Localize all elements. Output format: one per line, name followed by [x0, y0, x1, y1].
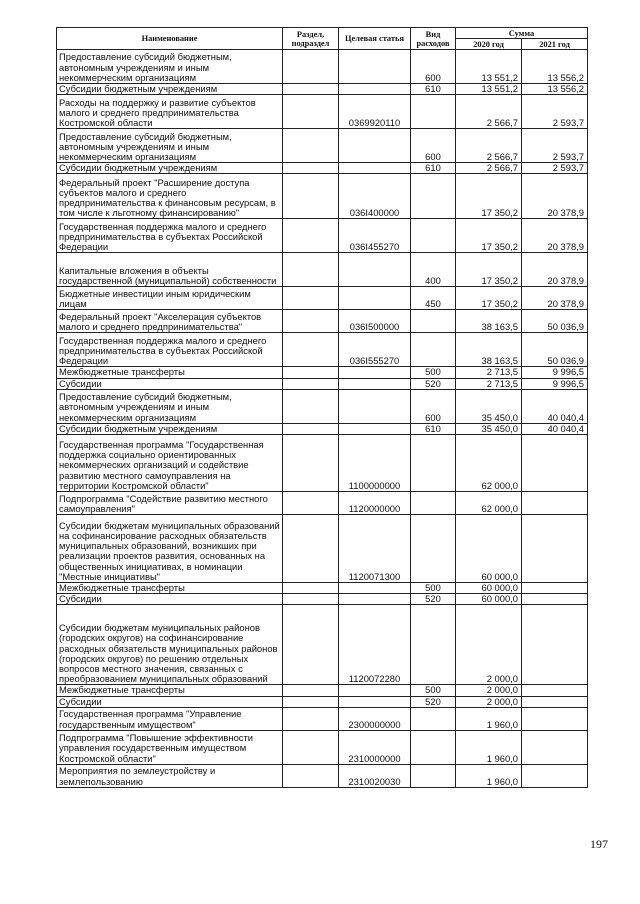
row-target: [339, 50, 411, 84]
row-sum-2021: 2 593,7: [522, 95, 588, 129]
row-name: Предоставление субсидий бюджетным, автономным учреждениям и иным некоммерческим организациям: [57, 389, 283, 423]
row-section: [283, 515, 339, 583]
row-section: [283, 730, 339, 764]
row-sum-2020: 2 566,7: [456, 95, 522, 129]
row-target: [339, 685, 411, 696]
row-sum-2021: [522, 685, 588, 696]
row-name: Государственная поддержка малого и среднего предпринимательства в субъектах Российской Федерации: [57, 333, 283, 367]
row-name: Предоставление субсидий бюджетным, автономным учреждениям и иным некоммерческим организациям: [57, 50, 283, 84]
row-name: Субсидии: [57, 696, 283, 707]
row-type: 400: [411, 253, 456, 287]
row-target: 1100000000: [339, 435, 411, 492]
table-row: [57, 310, 588, 333]
row-sum-2021: 13 556,2: [522, 84, 588, 95]
row-sum-2020: 60 000,0: [456, 583, 522, 594]
row-type: [411, 730, 456, 764]
table-row: [57, 515, 588, 583]
row-section: [283, 764, 339, 787]
row-section: [283, 50, 339, 84]
row-sum-2021: [522, 492, 588, 515]
table-row: [57, 253, 588, 287]
row-sum-2021: [522, 435, 588, 492]
row-name: Бюджетные инвестиции иным юридическим лицам: [57, 287, 283, 310]
row-sum-2021: 50 036,9: [522, 310, 588, 333]
row-type: [411, 333, 456, 367]
row-section: [283, 583, 339, 594]
row-sum-2021: 50 036,9: [522, 333, 588, 367]
row-type: [411, 435, 456, 492]
row-sum-2020: 2 713,5: [456, 378, 522, 389]
table-row: [57, 129, 588, 163]
row-sum-2020: 2 713,5: [456, 367, 522, 378]
row-target: 1120071300: [339, 515, 411, 583]
row-section: [283, 253, 339, 287]
header-target: Целевая статья: [339, 28, 411, 50]
row-sum-2020: 60 000,0: [456, 594, 522, 605]
row-sum-2021: [522, 764, 588, 787]
row-section: [283, 594, 339, 605]
table-row: [57, 696, 588, 707]
table-row: [57, 435, 588, 492]
row-name: Подпрограмма "Повышение эффективности управления государственным имуществом Костромской области": [57, 730, 283, 764]
row-sum-2021: 20 378,9: [522, 174, 588, 219]
row-sum-2020: 13 551,2: [456, 50, 522, 84]
row-type: 600: [411, 389, 456, 423]
row-type: [411, 764, 456, 787]
table-row: [57, 583, 588, 594]
row-sum-2021: [522, 696, 588, 707]
row-section: [283, 696, 339, 707]
row-sum-2021: 20 378,9: [522, 287, 588, 310]
row-name: Межбюджетные трансферты: [57, 685, 283, 696]
row-target: [339, 287, 411, 310]
table-row: [57, 764, 588, 787]
row-section: [283, 435, 339, 492]
row-target: 2310020030: [339, 764, 411, 787]
row-name: Субсидии: [57, 594, 283, 605]
row-sum-2021: [522, 707, 588, 730]
row-target: [339, 583, 411, 594]
row-name: Государственная поддержка малого и среднего предпринимательства в субъектах Российской Федерации: [57, 219, 283, 253]
table-row: [57, 50, 588, 84]
row-type: [411, 95, 456, 129]
row-sum-2020: 38 163,5: [456, 333, 522, 367]
table-row: [57, 174, 588, 219]
table-row: [57, 287, 588, 310]
row-sum-2021: 20 378,9: [522, 253, 588, 287]
row-sum-2021: [522, 594, 588, 605]
row-sum-2020: 62 000,0: [456, 492, 522, 515]
header-year-2020: 2020 год: [456, 39, 522, 50]
row-section: [283, 287, 339, 310]
row-target: 0369920110: [339, 95, 411, 129]
row-target: [339, 367, 411, 378]
table-row: [57, 333, 588, 367]
row-sum-2021: 9 996,5: [522, 378, 588, 389]
row-target: [339, 594, 411, 605]
row-section: [283, 685, 339, 696]
row-section: [283, 219, 339, 253]
row-sum-2021: [522, 730, 588, 764]
row-name: Субсидии бюджетным учреждениям: [57, 163, 283, 174]
row-type: 520: [411, 594, 456, 605]
row-name: Предоставление субсидий бюджетным, автономным учреждениям и иным некоммерческим организациям: [57, 129, 283, 163]
row-target: 1120000000: [339, 492, 411, 515]
row-sum-2020: 38 163,5: [456, 310, 522, 333]
row-name: Субсидии бюджетным учреждениям: [57, 423, 283, 434]
row-type: 500: [411, 583, 456, 594]
budget-table: [56, 27, 588, 788]
row-type: 520: [411, 378, 456, 389]
row-name: Капитальные вложения в объекты государственной (муниципальной) собственности: [57, 253, 283, 287]
row-sum-2021: 9 996,5: [522, 367, 588, 378]
row-section: [283, 492, 339, 515]
row-target: [339, 163, 411, 174]
row-name: Государственная программа "Государственная поддержка социально ориентированных некоммерческих организаций и содействие развитию местного самоуправления на территории Костромской области": [57, 435, 283, 492]
row-sum-2020: 17 350,2: [456, 219, 522, 253]
table-row: [57, 163, 588, 174]
header-name: Наименование: [57, 28, 283, 50]
row-target: 036I555270: [339, 333, 411, 367]
header-type: Вид расходов: [411, 28, 456, 50]
table-row: [57, 594, 588, 605]
row-sum-2021: [522, 605, 588, 685]
row-type: 520: [411, 696, 456, 707]
table-row: [57, 492, 588, 515]
row-sum-2021: 13 556,2: [522, 50, 588, 84]
row-name: Субсидии бюджетам муниципальных районов (городских округов) на софинансирование расходных обязательств муниципальных районов (городских округов) по решению отдельных вопросов местного значения, связанных с преобразованием муниципальных образований: [57, 605, 283, 685]
header-year-2021: 2021 год: [522, 39, 588, 50]
header-sum: Сумма: [456, 28, 588, 39]
row-target: [339, 389, 411, 423]
row-type: [411, 605, 456, 685]
row-section: [283, 367, 339, 378]
row-section: [283, 310, 339, 333]
row-name: Межбюджетные трансферты: [57, 367, 283, 378]
table-body: [57, 50, 588, 788]
row-section: [283, 174, 339, 219]
row-target: 2300000000: [339, 707, 411, 730]
table-row: [57, 605, 588, 685]
row-sum-2020: 2 000,0: [456, 605, 522, 685]
row-name: Межбюджетные трансферты: [57, 583, 283, 594]
row-type: 610: [411, 163, 456, 174]
row-sum-2021: 20 378,9: [522, 219, 588, 253]
row-sum-2020: 17 350,2: [456, 174, 522, 219]
row-sum-2020: 62 000,0: [456, 435, 522, 492]
row-name: Субсидии: [57, 378, 283, 389]
row-sum-2020: 35 450,0: [456, 423, 522, 434]
table-row: [57, 378, 588, 389]
row-target: 036I500000: [339, 310, 411, 333]
row-target: [339, 84, 411, 95]
row-section: [283, 605, 339, 685]
table-row: [57, 389, 588, 423]
row-type: 500: [411, 367, 456, 378]
row-section: [283, 163, 339, 174]
table-row: [57, 423, 588, 434]
row-target: [339, 696, 411, 707]
row-sum-2020: 2 000,0: [456, 685, 522, 696]
row-sum-2020: 60 000,0: [456, 515, 522, 583]
row-sum-2020: 13 551,2: [456, 84, 522, 95]
row-target: 036I400000: [339, 174, 411, 219]
row-type: [411, 707, 456, 730]
row-name: Расходы на поддержку и развитие субъектов малого и среднего предпринимательства Костромской области: [57, 95, 283, 129]
table-row: [57, 219, 588, 253]
row-sum-2021: [522, 583, 588, 594]
row-type: 600: [411, 129, 456, 163]
row-type: 450: [411, 287, 456, 310]
row-sum-2020: 1 960,0: [456, 730, 522, 764]
table-row: [57, 84, 588, 95]
row-section: [283, 707, 339, 730]
row-target: [339, 129, 411, 163]
row-type: [411, 219, 456, 253]
row-section: [283, 423, 339, 434]
row-type: 600: [411, 50, 456, 84]
row-section: [283, 333, 339, 367]
table-row: [57, 95, 588, 129]
row-sum-2021: 40 040,4: [522, 389, 588, 423]
row-sum-2020: 2 000,0: [456, 696, 522, 707]
row-section: [283, 84, 339, 95]
row-sum-2020: 2 566,7: [456, 129, 522, 163]
row-sum-2020: 2 566,7: [456, 163, 522, 174]
row-target: 1120072280: [339, 605, 411, 685]
row-section: [283, 389, 339, 423]
row-sum-2020: 17 350,2: [456, 253, 522, 287]
row-name: Подпрограмма "Содействие развитию местного самоуправления": [57, 492, 283, 515]
row-sum-2021: 40 040,4: [522, 423, 588, 434]
row-sum-2021: 2 593,7: [522, 129, 588, 163]
row-sum-2020: 17 350,2: [456, 287, 522, 310]
row-type: [411, 492, 456, 515]
row-target: 2310000000: [339, 730, 411, 764]
table-row: [57, 707, 588, 730]
row-type: [411, 310, 456, 333]
table-row: [57, 730, 588, 764]
row-sum-2021: 2 593,7: [522, 163, 588, 174]
row-type: 610: [411, 423, 456, 434]
header-section: Раздел, подраздел: [283, 28, 339, 50]
row-section: [283, 378, 339, 389]
row-section: [283, 95, 339, 129]
table-row: [57, 685, 588, 696]
row-sum-2021: [522, 515, 588, 583]
row-type: [411, 515, 456, 583]
row-sum-2020: 35 450,0: [456, 389, 522, 423]
row-type: [411, 174, 456, 219]
row-target: [339, 423, 411, 434]
row-section: [283, 129, 339, 163]
row-target: 036I455270: [339, 219, 411, 253]
row-target: [339, 378, 411, 389]
row-name: Федеральный проект "Акселерация субъектов малого и среднего предпринимательства": [57, 310, 283, 333]
row-name: Государственная программа "Управление государственным имуществом": [57, 707, 283, 730]
row-name: Субсидии бюджетным учреждениям: [57, 84, 283, 95]
row-name: Мероприятия по землеустройству и землепользованию: [57, 764, 283, 787]
row-name: Субсидии бюджетам муниципальных образований на софинансирование расходных обязательств муниципальных образований, возникших при реализации проектов развития, основанных на общественных инициативах, в номинации "Местные инициативы": [57, 515, 283, 583]
row-sum-2020: 1 960,0: [456, 764, 522, 787]
row-type: 500: [411, 685, 456, 696]
row-sum-2020: 1 960,0: [456, 707, 522, 730]
table-row: [57, 367, 588, 378]
row-type: 610: [411, 84, 456, 95]
row-name: Федеральный проект "Расширение доступа субъектов малого и среднего предпринимательства к финансовым ресурсам, в том числе к льготному финансированию": [57, 174, 283, 219]
page-number: 197: [590, 837, 608, 851]
row-target: [339, 253, 411, 287]
